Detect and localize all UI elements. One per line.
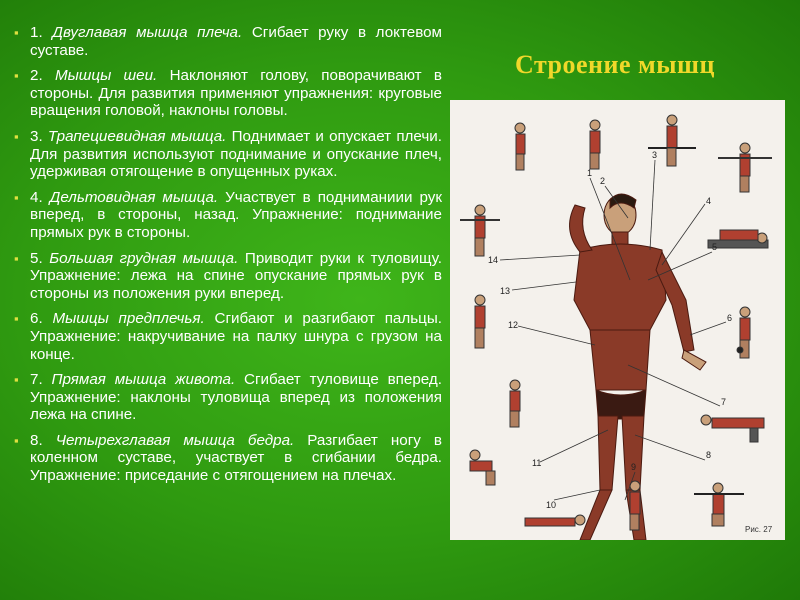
muscle-diagram <box>450 100 785 540</box>
muscle-name: Мышцы предплечья. <box>52 310 205 328</box>
bullet-icon: ▪ <box>14 128 19 144</box>
list-item <box>10 371 442 424</box>
bullet-icon: ▪ <box>14 189 19 205</box>
figure-number-13: 13 <box>500 286 511 296</box>
muscle-diagram-svg <box>450 100 785 540</box>
muscle-name: Прямая мышца живота. <box>51 371 236 389</box>
list-item <box>10 67 442 120</box>
muscle-description: Сгибает туловище вперед. Упражнение: наклоны туловища вперед из положения лежа на спине. <box>30 371 442 424</box>
figure-number-1: 1 <box>587 168 593 178</box>
muscle-description: Сгибает руку в локтевом суставе. <box>30 24 442 59</box>
slide-title: Строение мышц <box>515 50 715 79</box>
bullet-icon: ▪ <box>14 25 19 40</box>
muscle-description: Поднимает и опускает плечи. Для развития используют поднимание и опускание плеч, удерживая отягощение в опущенных руках. <box>30 127 442 181</box>
figure-number-14: 14 <box>488 255 499 265</box>
figure-number-12: 12 <box>508 320 519 330</box>
figure-number-8: 8 <box>706 450 712 460</box>
figure-number-6: 6 <box>727 313 733 323</box>
list-item <box>10 250 442 303</box>
bullet-icon: ▪ <box>14 372 19 388</box>
muscle-description: Разгибает ногу в коленном суставе, участвует в сгибании бедра. Упражнение: приседание с отягощением на плечах. <box>30 431 442 485</box>
bullet-icon: ▪ <box>14 68 19 84</box>
item-number: 1. <box>30 24 43 41</box>
item-number: 3. <box>30 127 43 145</box>
muscle-name: Дельтовидная мышца. <box>49 188 219 206</box>
bullet-icon: ▪ <box>14 250 19 266</box>
list-item <box>10 128 442 181</box>
list-item <box>10 432 442 485</box>
item-number: 7. <box>30 371 43 389</box>
muscle-description: Сгибают и разгибают пальцы. Упражнение: накручивание на палку шнура с грузом на конце. <box>30 310 442 363</box>
item-number: 5. <box>30 249 43 267</box>
muscle-list <box>10 24 442 493</box>
figure-number-2: 2 <box>600 176 606 186</box>
muscle-name: Большая грудная мышца. <box>49 249 239 267</box>
figure-number-7: 7 <box>721 397 727 407</box>
figure-number-10: 10 <box>546 500 557 510</box>
list-item <box>10 310 442 363</box>
muscle-description: Участвует в подниманиии рук вперед, в стороны, назад. Упражнение: поднимание прямых рук в стороны. <box>30 188 442 241</box>
figure-number-11: 11 <box>532 458 542 468</box>
figure-number-3: 3 <box>652 150 658 160</box>
figure-caption: Рис. 27 <box>745 525 773 534</box>
muscle-name: Мышцы шеи. <box>54 67 158 85</box>
figure-number-9: 9 <box>631 462 637 472</box>
muscle-description: Приводит руки к туловищу. Упражнение: лежа на спине опускание прямых рук в стороны из положения руки вперед. <box>30 249 442 302</box>
bullet-icon: ▪ <box>14 432 19 448</box>
item-number: 4. <box>30 188 43 206</box>
list-item <box>10 189 442 242</box>
muscle-name: Трапециевидная мышца. <box>47 127 227 145</box>
item-number: 8. <box>30 431 43 449</box>
figure-number-5: 5 <box>712 242 718 252</box>
figure-number-4: 4 <box>706 196 712 206</box>
item-number: 6. <box>30 310 43 328</box>
muscle-description: Наклоняют голову, поворачивают в стороны. Для развития применяют упражнения: круговые вращения головой, наклоны головы. <box>30 67 442 120</box>
item-number: 2. <box>30 67 43 85</box>
bullet-icon: ▪ <box>14 311 19 327</box>
list-item <box>10 24 442 59</box>
muscle-name: Четырехглавая мышца бедра. <box>55 431 295 449</box>
muscle-name: Двуглавая мышца плеча. <box>52 24 243 41</box>
